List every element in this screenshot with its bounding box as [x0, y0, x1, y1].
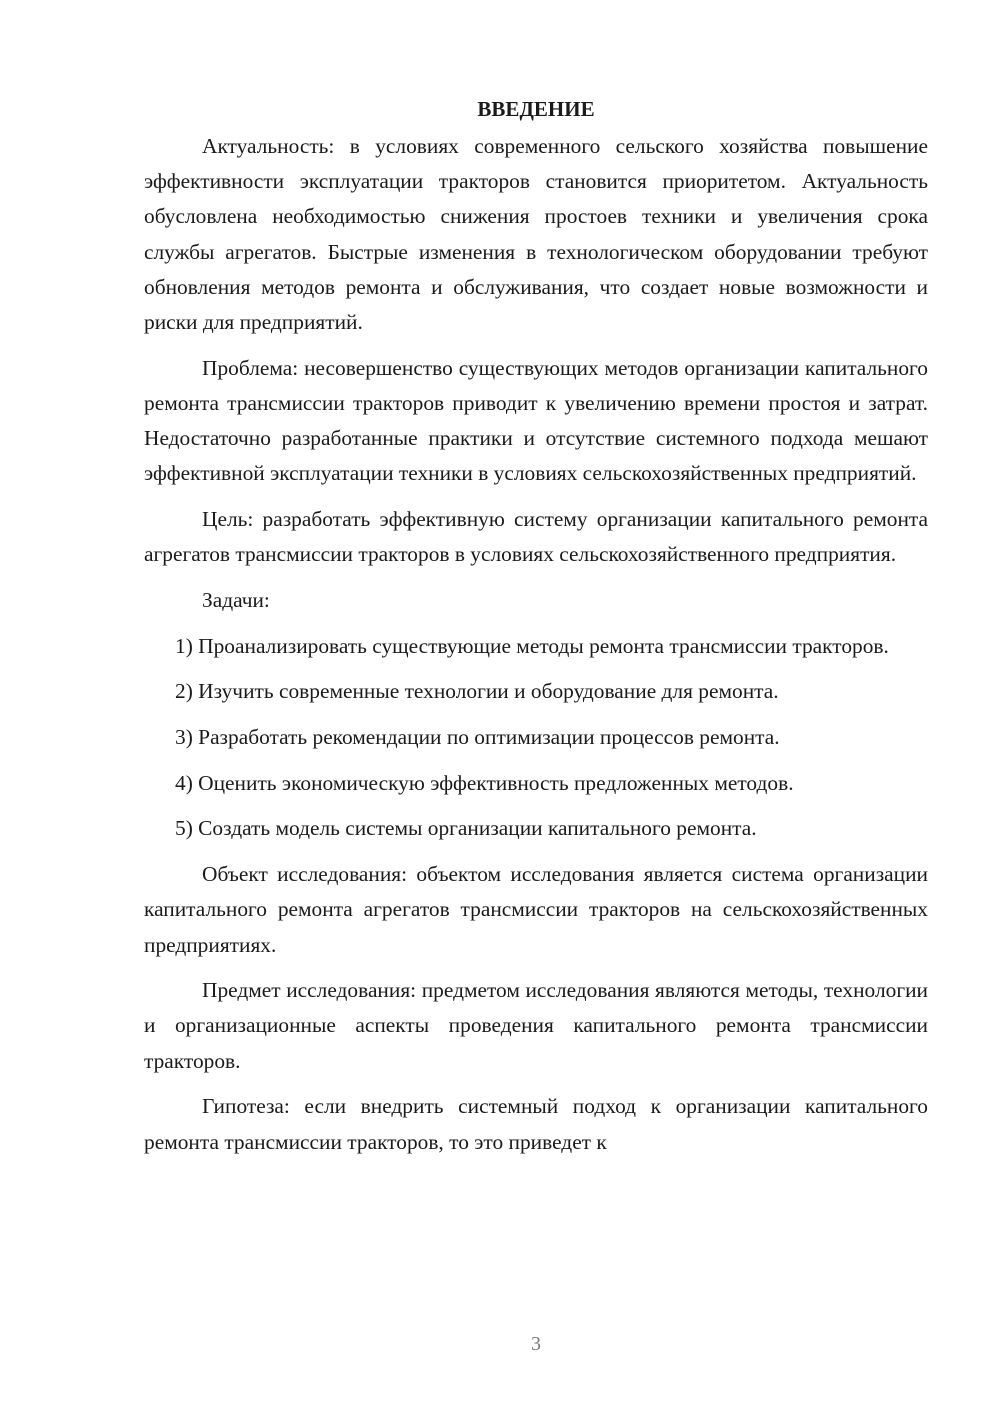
paragraph-problem: Проблема: несовершенство существующих методов организации капитального ремонта трансмиссии тракторов приводит к увеличению времени простоя и затрат. Недостаточно разработанные практики и отсутствие системного подхода мешают эффективной эксплуатации техники в условиях сельскохозяйственных предприятий.: [144, 355, 928, 486]
page-content: [144, 92, 928, 1170]
page-number: 3: [531, 1333, 541, 1355]
task-item-5: 5) Создать модель системы организации капитального ремонта.: [175, 816, 757, 841]
task-item-2: 2) Изучить современные технологии и оборудование для ремонта.: [175, 679, 779, 704]
paragraph-object: Объект исследования: объектом исследования является система организации капитального ремонта агрегатов трансмиссии тракторов на сельскохозяйственных предприятиях.: [144, 862, 928, 957]
task-item-1: 1) Проанализировать существующие методы ремонта трансмиссии тракторов.: [175, 633, 889, 658]
task-item-4: 4) Оценить экономическую эффективность предложенных методов.: [175, 770, 794, 795]
paragraph-hypothesis: Гипотеза: если внедрить системный подход к организации капитального ремонта трансмиссии тракторов, то это приведет к: [144, 1094, 928, 1154]
paragraph-relevance: Актуальность: в условиях современного сельского хозяйства повышение эффективности эксплуатации тракторов становится приоритетом. Актуальность обусловлена необходимостью снижения простоев техники и увеличения срока службы агрегатов. Быстрые изменения в технологическом оборудовании требуют обновления методов ремонта и обслуживания, что создает новые возможности и риски для предприятий.: [144, 134, 928, 335]
paragraph-tasks-label: Задачи:: [202, 587, 270, 612]
task-item-3: 3) Разработать рекомендации по оптимизации процессов ремонта.: [175, 725, 780, 750]
paragraph-subject: Предмет исследования: предметом исследования являются методы, технологии и организационные аспекты проведения капитального ремонта трансмиссии тракторов.: [144, 978, 928, 1073]
paragraph-goal: Цель: разработать эффективную систему организации капитального ремонта агрегатов трансмиссии тракторов в условиях сельскохозяйственного предприятия.: [144, 507, 928, 567]
section-heading: ВВЕДЕНИЕ: [477, 97, 595, 121]
